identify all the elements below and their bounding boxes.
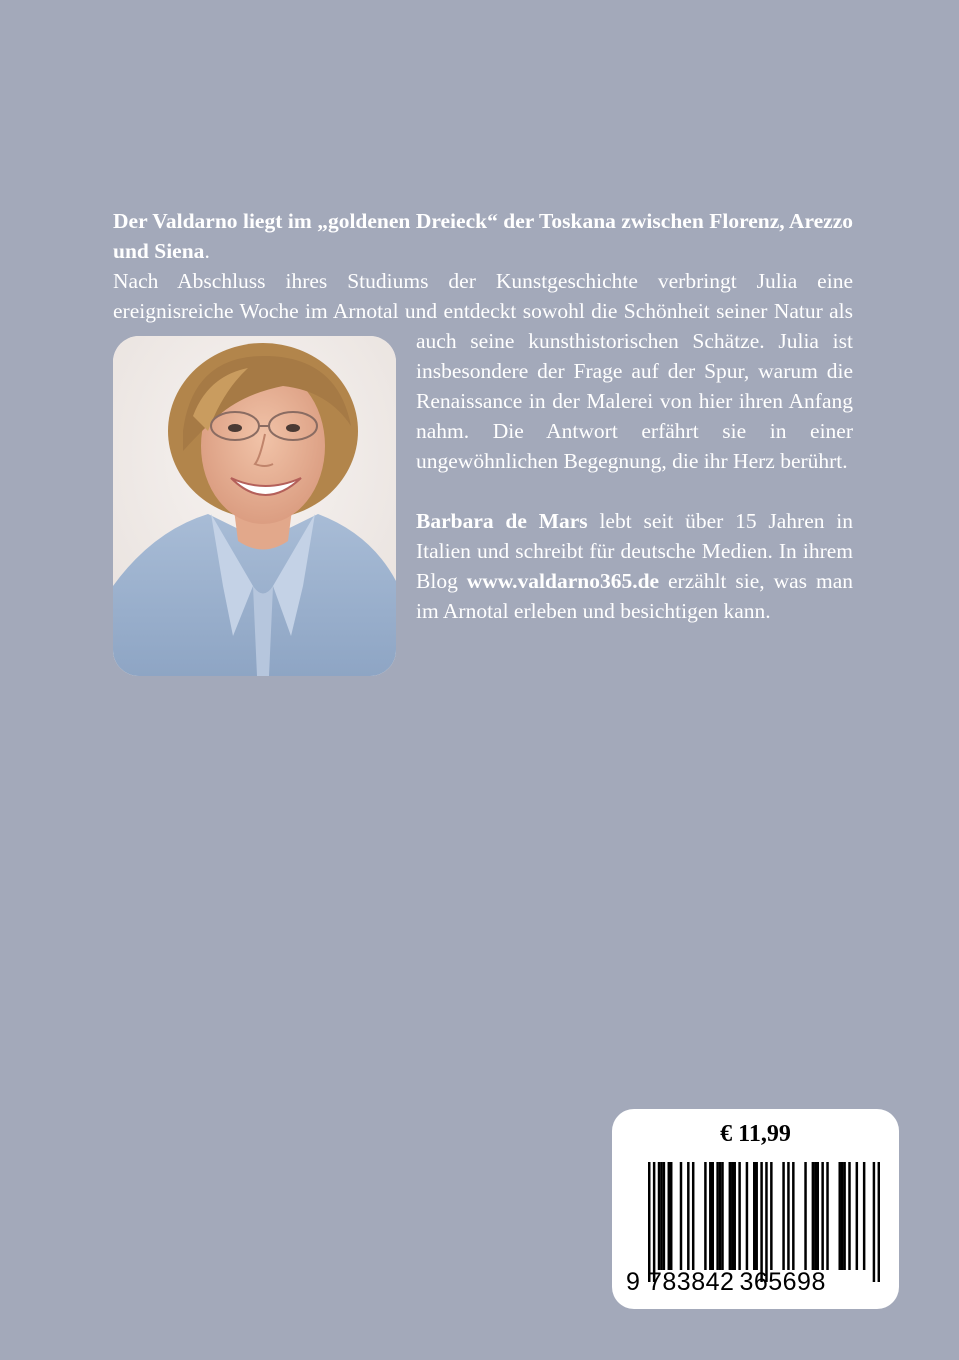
barcode-bar [687, 1162, 689, 1270]
barcode-bar [716, 1162, 718, 1270]
barcode-bar [731, 1162, 733, 1270]
author-blog-link: www.valdarno365.de [466, 569, 660, 593]
barcode-bar [848, 1162, 850, 1270]
isbn-barcode [648, 1162, 880, 1282]
barcode-bar [770, 1162, 772, 1270]
barcode-bar [729, 1162, 731, 1270]
barcode-bar [841, 1162, 843, 1270]
isbn-left-group: 783842 [648, 1268, 735, 1296]
barcode-bar [782, 1162, 784, 1270]
barcode-bar [792, 1162, 794, 1270]
barcode-bar [660, 1162, 662, 1270]
author-name: Barbara de Mars [416, 509, 588, 533]
author-bio-text-1: lebt seit über 15 Jahren in Italien und schreibt für deutsche Medien. In ihrem Blog [416, 509, 853, 593]
author-photo [113, 336, 396, 676]
author-bio-text-2: erzählt sie, was man im Arnotal erleben und besichtigen kann. [416, 569, 853, 623]
barcode-bar [692, 1162, 694, 1270]
barcode-bar [812, 1162, 814, 1270]
intro-paragraph [113, 206, 853, 266]
barcode-bar [746, 1162, 748, 1270]
barcode-bar [765, 1162, 767, 1282]
barcode-bar [814, 1162, 816, 1270]
barcode-bar [719, 1162, 721, 1270]
barcode-bar [704, 1162, 706, 1270]
isbn-first-digit: 9 [626, 1268, 641, 1296]
barcode-bar [738, 1162, 740, 1270]
barcode-bar [817, 1162, 819, 1270]
barcode-bar [843, 1162, 845, 1270]
story-text-start: Nach Abschluss ihres Studiums der Kunstgeschichte verbringt Julia eine ereignisreiche Woche im Arnotal und entdeckt sowohl die Schönheit seiner [113, 269, 853, 323]
barcode-bar [680, 1162, 682, 1270]
barcode-bar [670, 1162, 672, 1270]
barcode-bar [787, 1162, 789, 1270]
barcode-bar [721, 1162, 723, 1270]
barcode-bar [760, 1162, 762, 1282]
intro-period: . [204, 239, 210, 263]
barcode-bar [709, 1162, 711, 1270]
barcode-bar [878, 1162, 880, 1282]
barcode-bar [653, 1162, 655, 1282]
story-paragraph [113, 266, 853, 476]
price: € 11,99 [720, 1121, 791, 1147]
barcode-bar [838, 1162, 840, 1270]
barcode-bar [648, 1162, 650, 1282]
barcode-bar [733, 1162, 735, 1270]
author-portrait-image [113, 336, 396, 676]
back-cover-text [113, 206, 853, 686]
barcode-bar [711, 1162, 713, 1270]
barcode-bar [826, 1162, 828, 1270]
barcode-bar [753, 1162, 755, 1270]
story-text-rest: Natur als auch seine kunsthistorischen Schätze. Julia ist insbesondere der Frage auf der Spur, warum die Renaissance in der Malerei von hier ihren Anfang nahm. Die Antwort erfährt sie in einer ungewöhnlichen Begegnung, die ihr Herz berührt. [416, 299, 853, 473]
barcode-bar [663, 1162, 665, 1270]
barcode-bars [648, 1162, 880, 1282]
intro-bold-text: Der Valdarno liegt im „goldenen Dreieck“ der Toskana zwischen Florenz, Arezzo und Siena [113, 209, 853, 263]
barcode-bar [804, 1162, 806, 1270]
barcode-bar [658, 1162, 660, 1270]
barcode-bar [873, 1162, 875, 1282]
isbn-number [626, 1267, 886, 1297]
barcode-bar [821, 1162, 823, 1270]
barcode-bar [668, 1162, 670, 1270]
price-barcode-label [612, 1109, 899, 1309]
barcode-bar [856, 1162, 858, 1270]
isbn-right-group: 365698 [739, 1268, 826, 1296]
barcode-bar [755, 1162, 757, 1270]
barcode-bar [863, 1162, 865, 1270]
